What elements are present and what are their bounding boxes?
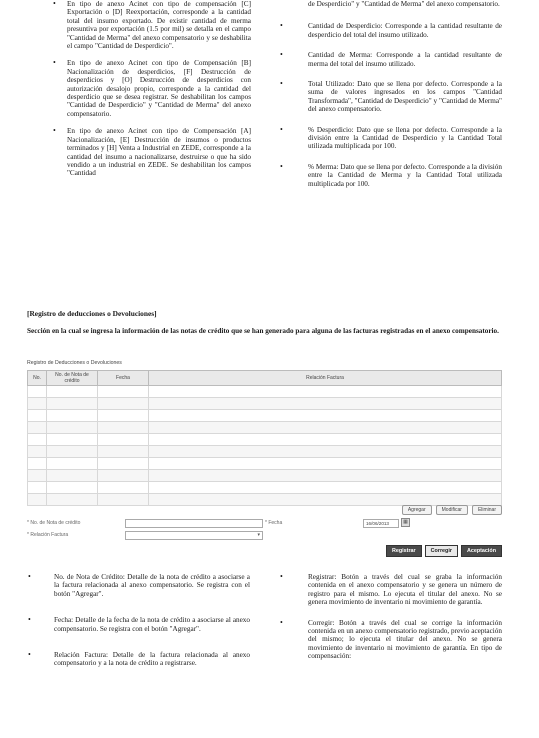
- table-cell: [28, 458, 47, 470]
- bullet-icon: •: [280, 572, 283, 581]
- list-item: • % Desperdicio: Dato que se llena por defecto. Corresponde a la división entre la Cantidad de Desperdicio y la Cantidad Total utilizada multiplicada por 100.: [280, 124, 502, 151]
- table-cell: [98, 410, 149, 422]
- list-item: • Relación Factura: Detalle de la factura relacionada al anexo compensatorio y a la nota de crédito a registrarse.: [28, 650, 250, 668]
- bullet-icon: •: [28, 650, 31, 660]
- deductions-table: [27, 370, 502, 506]
- col-header-no: No.: [28, 371, 47, 386]
- table-cell: [149, 482, 502, 494]
- table-cell: [149, 410, 502, 422]
- table-cell: [98, 482, 149, 494]
- bullet-icon: •: [280, 124, 283, 134]
- accept-button[interactable]: Aceptación: [461, 545, 502, 557]
- deductions-form: [27, 360, 502, 554]
- list-item: • % Merma: Dato que se llena por defecto. Corresponde a la división entre la Cantidad de Merma y la Cantidad Total utilizada multiplicada por 100.: [280, 161, 502, 188]
- bullet-icon: •: [28, 572, 31, 581]
- table-cell: [47, 434, 98, 446]
- form-title: Registro de Deducciones o Devoluciones: [27, 360, 122, 366]
- section-description: Sección en la cual se ingresa la información de las notas de crédito que se han generado para alguna de las facturas registradas en el anexo compensatorio.: [27, 327, 499, 335]
- calendar-icon[interactable]: ▦: [401, 518, 410, 527]
- table-cell: [47, 398, 98, 410]
- correct-button[interactable]: Corregir: [425, 545, 458, 557]
- table-cell: [47, 470, 98, 482]
- list-item: • En tipo de anexo Acinet con tipo de Compensación [B] Nacionalización de desperdicios, [F] Destrucción de desperdicios y [O] Destrucción de desperdicios con autorización desalojo propio, corresponde a la cantidad del desperdicio que se desea registrar. Se deshabilitan los campos "Cantidad de Desperdicio" y "Cantidad de Merma" del anexo compensatorio.: [53, 58, 251, 118]
- table-cell: [98, 386, 149, 398]
- table-cell: [28, 446, 47, 458]
- bullet-icon: •: [280, 21, 283, 31]
- table-cell: [149, 398, 502, 410]
- invoice-label: * Relación Factura: [27, 532, 69, 538]
- grid-button-row: [402, 505, 502, 515]
- register-button[interactable]: Registrar: [386, 545, 422, 557]
- table-cell: [28, 494, 47, 506]
- table-header-row: [28, 371, 502, 386]
- table-row[interactable]: [28, 422, 502, 434]
- table-cell: [47, 386, 98, 398]
- bullet-icon: •: [53, 126, 56, 136]
- table-cell: [28, 470, 47, 482]
- action-button-row: [386, 545, 502, 557]
- table-row[interactable]: [28, 470, 502, 482]
- list-item: • Cantidad de Desperdicio: Corresponde a la cantidad resultante de desperdicio del total del insumo utilizado.: [280, 21, 502, 39]
- table-cell: [98, 434, 149, 446]
- table-cell: [98, 470, 149, 482]
- list-item: • Fecha: Detalle de la fecha de la nota de crédito a asociarse al anexo compensatorio. Se registra con el botón "Agregar".: [28, 615, 250, 633]
- add-button[interactable]: Agregar: [402, 505, 432, 515]
- list-item: • Cantidad de Merma: Corresponde a la cantidad resultante de merma del total del insumo utilizado.: [280, 50, 502, 68]
- table-cell: [28, 398, 47, 410]
- date-label: * Fecha: [265, 520, 283, 526]
- section-title: [Registro de deducciones o Devoluciones]: [27, 309, 157, 318]
- col-header-fecha: Fecha: [98, 371, 149, 386]
- table-cell: [149, 470, 502, 482]
- table-cell: [47, 458, 98, 470]
- table-cell: [149, 386, 502, 398]
- table-cell: [47, 446, 98, 458]
- table-cell: [28, 434, 47, 446]
- table-cell: [149, 494, 502, 506]
- table-row[interactable]: [28, 458, 502, 470]
- table-row[interactable]: [28, 494, 502, 506]
- table-cell: [98, 446, 149, 458]
- table-cell: [47, 410, 98, 422]
- table-row[interactable]: [28, 410, 502, 422]
- table-cell: [98, 422, 149, 434]
- bullet-icon: •: [280, 50, 283, 60]
- list-item: • En tipo de anexo Acinet con tipo de Compensación [A] Nacionalización, [E] Destrucción de insumos o productos terminados y [H] Venta a Industrial en ZEDE, corresponde a la cantidad del insumo a nacionalizarse, destruirse o que ha sido vendido a un industrial en ZEDE. Se deshabilitan los campos "Cantidad: [53, 126, 251, 178]
- bullet-icon: •: [53, 0, 56, 8]
- credit-note-input[interactable]: [125, 519, 263, 528]
- table-cell: [98, 458, 149, 470]
- top-right-column: [280, 0, 502, 197]
- date-input[interactable]: [363, 519, 399, 528]
- continued-text: de Desperdicio" y "Cantidad de Merma" del anexo compensatorio.: [308, 0, 500, 8]
- table-row[interactable]: [28, 386, 502, 398]
- bullet-icon: •: [53, 58, 56, 68]
- bullet-icon: •: [280, 79, 283, 89]
- table-row[interactable]: [28, 434, 502, 446]
- list-item: • En tipo de anexo Acinet con tipo de compensación [C] Exportación o [D] Reexportación, corresponde a la cantidad total del insumo exportado. De existir cantidad de merma presuntiva por exportación (1.5 por mil) se detalla en el campo "Cantidad de Merma" del anexo compensatorio y se deshabilita el campo "Cantidad de Desperdicio".: [53, 0, 251, 51]
- table-cell: [149, 458, 502, 470]
- list-item: • No. de Nota de Crédito: Detalle de la nota de crédito a asociarse a la factura relacionada al anexo compensatorio. Se registra con el botón "Agregar".: [28, 572, 250, 598]
- table-cell: [28, 482, 47, 494]
- table-cell: [47, 494, 98, 506]
- bottom-left-column: [28, 573, 250, 677]
- table-cell: [47, 422, 98, 434]
- table-row[interactable]: [28, 398, 502, 410]
- table-cell: [98, 494, 149, 506]
- table-cell: [149, 446, 502, 458]
- list-item: • Corregir: Botón a través del cual se corrige la información contenida en un anexo compensatorio registrado, previo aceptación del mismo; lo ejecuta el titular del anexo. No se genera movimiento de inventario ni movimiento de garantía. En tipo de compensación:: [280, 617, 502, 661]
- bullet-icon: •: [28, 615, 31, 625]
- table-cell: [98, 398, 149, 410]
- table-cell: [28, 410, 47, 422]
- modify-button[interactable]: Modificar: [436, 505, 468, 515]
- delete-button[interactable]: Eliminar: [472, 505, 502, 515]
- table-cell: [149, 422, 502, 434]
- top-left-column: [53, 0, 251, 187]
- table-cell: [149, 434, 502, 446]
- col-header-factura: Relación Factura: [149, 371, 502, 386]
- list-item: • Registrar: Botón a través del cual se graba la información contenida en el anexo compensatorio y se genera un número de registro para el mismo. Lo ejecuta el titular del anexo. No se genera movimiento de inventario ni movimiento de garantía.: [280, 572, 502, 607]
- bullet-icon: •: [280, 161, 283, 171]
- table-row[interactable]: [28, 446, 502, 458]
- table-cell: [28, 422, 47, 434]
- bottom-right-column: [280, 573, 502, 670]
- credit-note-label: * No. de Nota de crédito: [27, 520, 81, 526]
- bullet-icon: •: [280, 617, 283, 627]
- col-header-nota: No. de Nota de crédito: [47, 371, 98, 386]
- list-item: • Total Utilizado: Dato que se llena por defecto. Corresponde a la suma de valores ingresados en los campos "Cantidad Transformada", "Cantidad de Desperdicio" y "Cantidad de Merma" del anexo compensatorio.: [280, 79, 502, 114]
- invoice-select[interactable]: [125, 531, 263, 540]
- date-value: 16/06/2013: [366, 521, 389, 526]
- table-cell: [28, 386, 47, 398]
- table-row[interactable]: [28, 482, 502, 494]
- table-cell: [47, 482, 98, 494]
- chevron-down-icon: ▾: [257, 532, 260, 538]
